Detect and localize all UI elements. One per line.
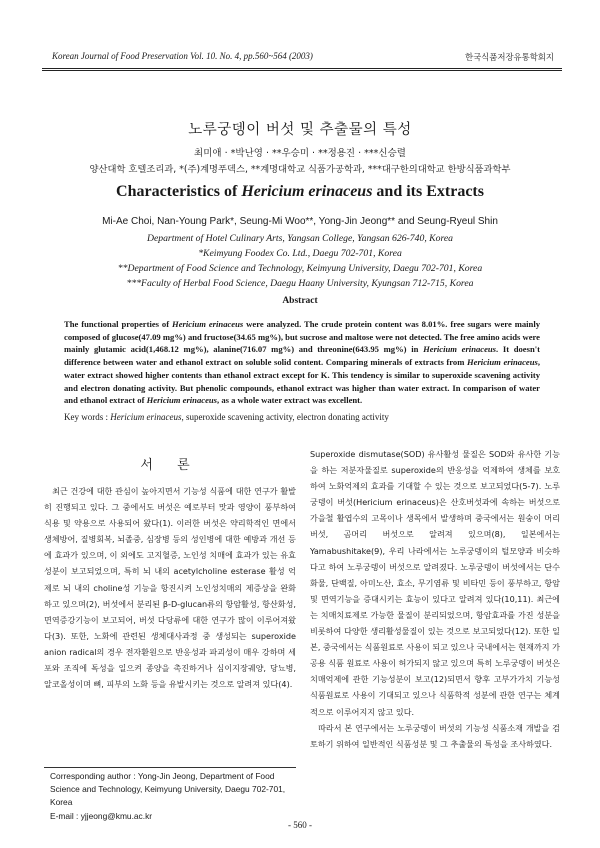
intro-left-column: 최근 건강에 대한 관심이 높아지면서 기능성 식품에 대한 연구가 활발히 진행되고 있다. 그 중에서도 버섯은 예로부터 맛과 영양이 풍부하여 식용 및 약용으로 사용되어 왔다(1). 이러한 버섯은 약리학적인 면에서 생체방어, 질병회복, 뇌졸중, 심장병 등의 성인병에 대한 예방과 개선 등에 효과가 있으며, 이 외에도 고지혈증, 노인성 치매에 효과가 있는 유효성분이 보고되었으며, 특히 뇌 내의 acetylcholine esterase 활성 억제로 뇌 내의 choline성 기능을 항진시켜 노인성치매의 제증상을 완화하고 있으며(2), 버섯에서 분리된 β-D-glucan류의 항암활성, 항산화성, 면역증강기능이 보고되어, 버섯 다당류에 대한 연구가 많이 이루어져왔다(3). 또한, 노화에 관련된 생체대사과정 중 생성되는 superoxide anion radical의 경우 전자환원으로 반응성과 파괴성이 매우 강하며 세포와 조직에 독성을 일으켜 종양을 촉진하거나 심이지장궤양, 당뇨병, 알코올성이며 뼈, 피부의 노화 등을 유발시키는 것으로 알려져 있다(4). [44, 486, 296, 690]
footnote-rule [44, 767, 296, 768]
page-number: - 560 - [288, 820, 312, 830]
affiliation-1: Department of Hotel Culinary Arts, Yangsan College, Yangsan 626-740, Korea [146, 233, 454, 244]
society-name: 한국식품저장유통학회지 [465, 52, 554, 62]
abstract-heading: Abstract [282, 296, 318, 306]
affiliation-3: **Department of Food Science and Technology, Keimyung University, Daegu 702-701, Korea [117, 263, 483, 274]
title-prefix: Characteristics of [116, 183, 242, 200]
keywords-label: Key words : [64, 412, 111, 422]
author-email: E-mail : yjjeong@kmu.ac.kr [50, 810, 153, 821]
section-heading-introduction: 서 론 [140, 458, 200, 473]
affiliation-2: *Keimyung Foodex Co. Ltd., Daegu 702-701, Korea [198, 248, 402, 259]
header-rule-top [42, 68, 562, 69]
intro-paragraph-3: 따라서 본 연구에서는 노루궁뎅이 버섯의 기능성 식품소재 개발을 검토하기 위하여 일반적인 식품성분 및 그 추출물의 특성을 조사하였다. [310, 722, 560, 749]
journal-citation: Korean Journal of Food Preservation Vol. 10. No. 4, pp.560~564 (2003) [52, 51, 313, 61]
korean-affiliations: 양산대학 호텔조리과, *(주)계명푸덱스, **계명대학교 식품가공학과, ***대구한의대학교 한방식품과학부 [89, 164, 511, 175]
affiliation-4: ***Faculty of Herbal Food Science, Daegu Haany University, Kyungsan 712-715, Korea [126, 278, 474, 289]
korean-authors: 최미애 · *박난영 · **우승미 · **정용진 · ***신승렬 [194, 148, 406, 159]
title-species: Hericium erinaceus [241, 183, 373, 200]
corresponding-author-note [50, 770, 296, 823]
corresponding-author: Corresponding author : Yong-Jin Jeong, Department of Food Science and Technology, Keimyung University, Daegu 702-701, Korea [50, 771, 286, 808]
intro-right-column [310, 446, 560, 752]
title-suffix: and its Extracts [372, 183, 484, 200]
english-title [0, 183, 600, 201]
abstract-text: The functional properties of Hericium erinaceus were analyzed. The crude protein content was 8.01%. free sugars were mainly composed of glucose(47.09 mg%) and fructose(34.65 mg%), but sucrose and maltose were not detected. The free amino acids were mainly glutamic acid(1,468.12 mg%), alanine(716.07 mg%) and threonine(643.95 mg%) in Hericium erinaceus. It doesn't difference between water and ethanol extract on soluble solid content. Comparing minerals of extracts from Hericium erinaceus, water extract showed higher contents than ethanol extract except for K. This tendency is similar to superoxide scavening activity and electron donating activity. But phenolic compounds, ethanol extract was higher than water extract. In comparison of water and ethanol extract of Hericium erinaceus, as a whole water extract was excellent. [64, 319, 541, 406]
header-rule-bottom [42, 70, 562, 71]
english-authors: Mi-Ae Choi, Nan-Young Park*, Seung-Mi Woo**, Yong-Jin Jeong** and Seung-Ryeul Shin [102, 216, 498, 227]
intro-paragraph-2: Superoxide dismutase(SOD) 유사활성 물질은 SOD와 유사한 기능을 하는 저분자물질로 superoxide의 반응성을 억제하여 생체를 보호하여 노화억제의 효과를 기대할 수 있는 것으로 보고되었다(5-7). 노루궁뎅이 버섯(Hericium erinaceus)은 산호버섯과에 속하는 버섯으로 가을철 활엽수의 고목이나 생목에서 발생하며 중국에서는 원숭이 머리버섯, 곰머리 버섯으로 알려져 있으며(8), 일본에서는 Yamabushitake(9), 우리 나라에서는 노루궁뎅이의 털모양과 비슷하다고 하여 노루궁뎅이 버섯으로 알려졌다. 노루궁뎅이 버섯에서는 단수화물, 단백질, 아미노산, 효소, 무기염류 및 비타민 등이 풍부하고, 항암 및 면역기능을 증대시키는 효능이 있다고 알려져 있다(10,11). 최근에는 치매치료제로 가능한 물질이 분리되었으며, 항암효과를 가진 성분을 비롯하여 다양한 생리활성물질이 있는 것으로 보고되었다(12). 또한 일본, 중국에서는 식품원료로 사용이 되고 있으나 국내에서는 현재까지 가공용 식품 원료로 사용이 허가되지 않고 있으며 특히 노루궁뎅이 버섯은 치매억제에 관한 기능성분이 보고(12)되면서 향후 고부가가치 기능성 식품원료로 사용이 기대되고 있으나 식품학적 성분에 관한 연구는 체계적으로 이루어지지 않고 있다. [310, 449, 560, 717]
korean-title: 노루궁뎅이 버섯 및 추출물의 특성 [188, 122, 412, 138]
keywords: Key words : Hericium erinaceus, superoxide scavening activity, electron donating activity [64, 412, 389, 422]
